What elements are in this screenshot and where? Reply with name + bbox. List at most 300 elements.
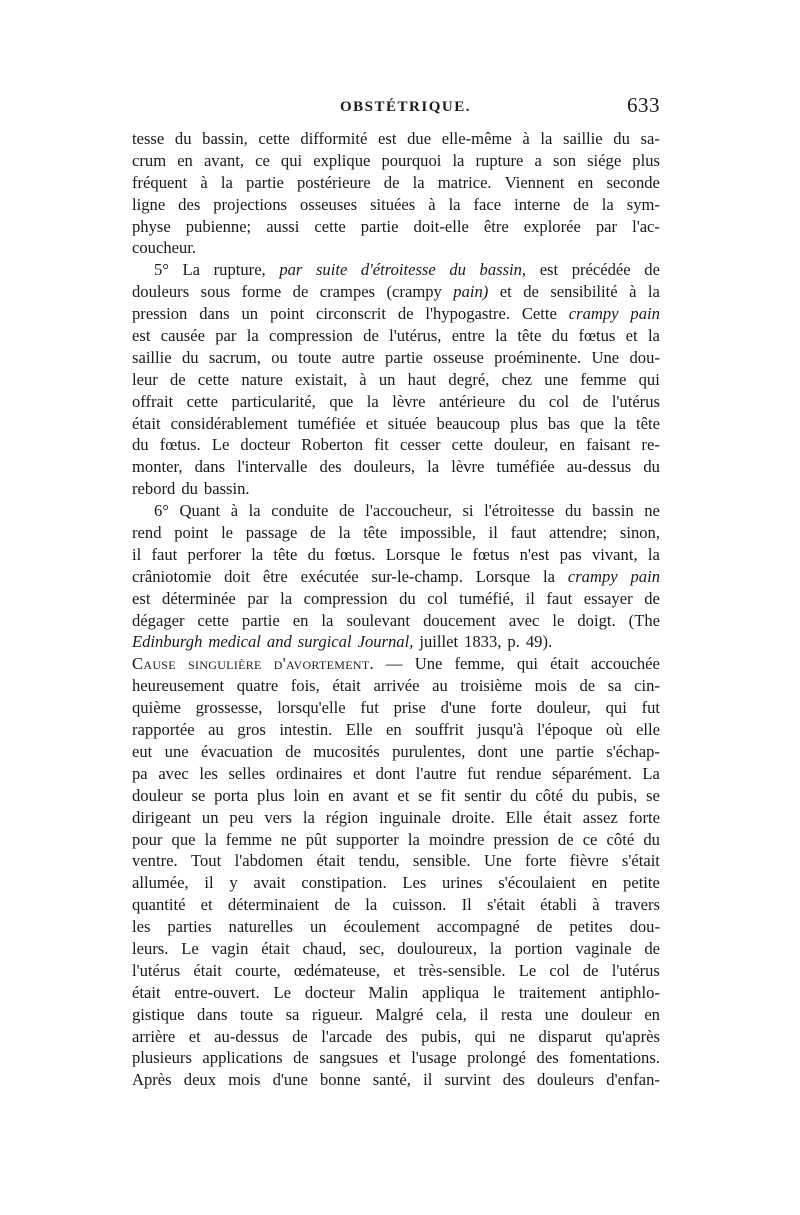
word: d'enfan-: [606, 1070, 660, 1090]
word: pourquoi: [381, 150, 442, 170]
word: en: [328, 785, 344, 805]
text-line: [132, 675, 660, 697]
word: à: [428, 194, 436, 214]
word: quième: [132, 698, 181, 718]
word: de: [644, 260, 660, 280]
word: projections: [213, 194, 287, 214]
word: cette: [197, 610, 229, 630]
word: essayer: [583, 588, 633, 608]
word: circonscrit: [315, 304, 386, 324]
word: toute: [239, 1004, 274, 1024]
word: sa: [285, 1004, 300, 1024]
word: fut: [360, 698, 379, 718]
word: la: [427, 457, 440, 477]
word: et: [352, 763, 365, 783]
word: le: [552, 610, 565, 630]
word: l'utérus: [611, 391, 660, 411]
word: gistique: [132, 1004, 185, 1024]
word: sous: [200, 282, 231, 302]
word: de: [334, 895, 350, 915]
word: courte,: [235, 960, 281, 980]
word: fomentations.: [569, 1048, 660, 1068]
word: en: [577, 172, 594, 192]
word: tendu,: [358, 851, 400, 871]
word: proéminente.: [494, 347, 582, 367]
word: col: [548, 391, 570, 411]
word: l'intervalle: [237, 457, 308, 477]
word: de: [292, 1026, 308, 1046]
word: il: [204, 873, 214, 893]
text-line: [132, 522, 660, 544]
word: et: [625, 326, 638, 346]
word: qui: [280, 150, 303, 170]
word: la: [647, 282, 660, 302]
word: Le: [181, 938, 199, 958]
word: sa-: [640, 129, 660, 148]
word: bonne: [320, 1070, 361, 1090]
word: portion: [514, 938, 563, 958]
word: femme,: [454, 654, 505, 674]
word: fœtus.: [334, 544, 376, 564]
word: fit: [374, 435, 389, 455]
word: doit: [224, 566, 250, 586]
word: sur-le-champ.: [371, 566, 463, 586]
word: s'écoulaient: [498, 873, 576, 893]
text-line: [132, 850, 660, 872]
word: de: [644, 588, 660, 608]
word: au: [432, 676, 448, 696]
word: explique: [313, 150, 371, 170]
word: douleurs: [132, 282, 190, 302]
word: du: [449, 260, 466, 280]
word: douleurs,: [353, 457, 416, 477]
text-line: [132, 807, 660, 829]
word: (The: [628, 610, 660, 630]
word: la: [540, 129, 553, 148]
text-line: [132, 1004, 660, 1026]
word: soulevant: [346, 610, 411, 630]
word: du: [613, 129, 630, 148]
word: rigueur.: [311, 1004, 364, 1024]
word: pas: [559, 544, 582, 564]
word: cette: [314, 216, 346, 236]
word: le: [450, 544, 463, 564]
word: son: [552, 150, 577, 170]
word: femme: [225, 829, 272, 849]
word: La: [642, 763, 660, 783]
word: dans: [197, 1004, 228, 1024]
word: la: [489, 938, 502, 958]
word: troisième: [460, 676, 523, 696]
word: des: [385, 1026, 408, 1046]
word: l'usage: [411, 1048, 457, 1068]
word: accouchée: [590, 654, 660, 674]
page-number: 633: [627, 93, 660, 117]
word: œdémateuse,: [293, 960, 381, 980]
word: resta: [500, 1004, 533, 1024]
word: surgical: [297, 632, 352, 652]
word: prolongé: [467, 1048, 527, 1068]
word: un: [309, 917, 327, 937]
word: doit-elle: [413, 216, 469, 236]
text-line: [132, 325, 660, 347]
word: Une: [414, 654, 443, 674]
word: la: [251, 544, 264, 564]
word: de: [582, 960, 599, 980]
word: d'une: [272, 1070, 308, 1090]
running-title: OBSTÉTRIQUE.: [340, 99, 471, 115]
text-line: [132, 631, 660, 653]
text-line: [132, 478, 660, 500]
word: leur: [132, 369, 158, 389]
word: avec: [508, 610, 540, 630]
word: tuméfiée: [297, 413, 356, 433]
word: n'est: [519, 544, 550, 564]
word: de: [557, 829, 574, 849]
word: sa: [607, 676, 622, 696]
word: de: [536, 917, 553, 937]
word: les: [199, 763, 218, 783]
word: est: [539, 260, 559, 280]
word: partie: [246, 172, 284, 192]
word: doucement: [423, 610, 496, 630]
word: à: [629, 282, 637, 302]
word: une: [519, 741, 544, 761]
word: point: [269, 304, 305, 324]
word: ce: [255, 150, 270, 170]
word: sacrum,: [208, 347, 261, 367]
word: faisant: [586, 435, 631, 455]
word: des: [319, 457, 342, 477]
word: (crampy: [386, 282, 442, 302]
word: l'accoucheur,: [365, 501, 452, 521]
word: suite: [315, 260, 348, 280]
word: ligne: [132, 194, 166, 214]
word: cette: [451, 435, 483, 455]
word: pubienne;: [185, 216, 252, 236]
word: tête: [636, 413, 660, 433]
word: chaud,: [302, 938, 347, 958]
word: Malgré: [375, 1004, 424, 1024]
word: la: [412, 172, 425, 192]
word: était: [332, 676, 361, 696]
text-line: [132, 982, 660, 1004]
word: faut: [151, 544, 178, 564]
text-line: [132, 434, 660, 456]
word: lèvre: [392, 391, 426, 411]
word: impossible,: [399, 523, 476, 543]
word: la: [248, 501, 261, 521]
word: doigt.: [577, 610, 616, 630]
word: tuméfié,: [459, 588, 514, 608]
word: la: [220, 172, 233, 192]
word: au-dessus: [214, 1026, 279, 1046]
text-line: [132, 456, 660, 478]
word: tesse: [132, 129, 165, 148]
text-line: [132, 1047, 660, 1069]
word: medical: [208, 632, 261, 652]
word: l'autre: [415, 763, 457, 783]
word: la: [601, 194, 614, 214]
word: docteur: [304, 982, 355, 1002]
word: heureusement: [132, 676, 225, 696]
word: 1833,: [464, 632, 502, 652]
word: postérieure: [296, 172, 371, 192]
word: la: [338, 523, 351, 543]
word: Il: [461, 895, 472, 915]
word: appliqua: [422, 982, 480, 1002]
text-line: [132, 829, 660, 851]
text-line: [132, 128, 660, 150]
word: est: [378, 129, 397, 148]
word: cette: [258, 129, 290, 148]
word: Elle: [505, 807, 533, 827]
word: séparément.: [552, 763, 632, 783]
word: loin: [293, 785, 320, 805]
text-line: [132, 216, 660, 238]
word: il: [488, 523, 498, 543]
word: bassin,: [202, 129, 248, 148]
word: disparut: [538, 1026, 592, 1046]
word: du: [518, 391, 536, 411]
word: établi: [540, 895, 578, 915]
word: d'avortement.: [273, 654, 374, 674]
word: déterminée: [162, 588, 236, 608]
word: côté: [535, 785, 563, 805]
word: bas: [547, 413, 570, 433]
word: plusieurs: [132, 1048, 192, 1068]
word: purulentes,: [392, 741, 466, 761]
word: région: [325, 807, 369, 827]
word: considérablement: [170, 413, 288, 433]
word: la: [542, 566, 555, 586]
word: vaginale: [575, 938, 632, 958]
word: douleur,: [536, 698, 591, 718]
word: si: [462, 501, 474, 521]
word: crum: [132, 150, 167, 170]
word: Quant: [179, 501, 221, 521]
word: pa: [132, 763, 148, 783]
word: aussi: [266, 216, 300, 236]
word: pubis,: [597, 785, 638, 805]
word: inguinale: [379, 807, 441, 827]
word: Roberton: [301, 435, 364, 455]
word: l'époque: [536, 720, 593, 740]
word: douleur: [581, 1004, 632, 1024]
word: l'arcade: [321, 1026, 373, 1046]
word: particularité,: [231, 391, 316, 411]
word: un: [241, 304, 259, 324]
word: cesser: [399, 435, 441, 455]
word: et: [393, 960, 406, 980]
word: forme: [241, 282, 282, 302]
word: de: [397, 304, 414, 324]
word: il: [525, 588, 535, 608]
text-line: [132, 916, 660, 938]
word: rupture: [475, 150, 524, 170]
word: par: [279, 260, 303, 280]
word: matrice.: [437, 172, 492, 192]
text-line: [132, 938, 660, 960]
text-line: [132, 894, 660, 916]
word: écoulement: [343, 917, 420, 937]
text-line: [132, 259, 660, 281]
word: le: [221, 523, 234, 543]
word: la: [452, 150, 465, 170]
word: chez: [501, 369, 532, 389]
word: de: [293, 1048, 309, 1068]
word: conduite: [271, 501, 329, 521]
word: était: [261, 938, 290, 958]
word: p.: [507, 632, 520, 652]
word: avec: [158, 763, 189, 783]
word: constipation.: [301, 873, 387, 893]
word: lorsqu'elle: [277, 698, 346, 718]
word: au-dessus: [566, 457, 632, 477]
word: être: [483, 216, 509, 236]
word: avant,: [203, 150, 245, 170]
word: la: [204, 829, 217, 849]
word: causée: [160, 326, 205, 346]
word: siége: [587, 150, 622, 170]
word: 6°: [154, 501, 169, 521]
word: du: [564, 501, 582, 521]
word: tuméfiée: [496, 457, 555, 477]
word: fœtus.: [159, 435, 201, 455]
word: offrait: [132, 391, 174, 411]
word: autre: [341, 347, 375, 367]
word: selles: [228, 763, 266, 783]
word: mois: [228, 1070, 261, 1090]
word: point: [174, 523, 209, 543]
word: moindre: [429, 829, 485, 849]
word: difformité: [300, 129, 368, 148]
word: est: [132, 588, 151, 608]
word: de: [582, 391, 599, 411]
word: Tout: [191, 851, 222, 871]
word: Le: [211, 435, 230, 455]
word: qu'après: [605, 1026, 660, 1046]
word: femme: [580, 369, 627, 389]
word: de: [644, 938, 660, 958]
word: applications: [202, 1048, 283, 1068]
word: monter,: [132, 457, 183, 477]
word: avait: [253, 873, 286, 893]
word: des: [536, 1048, 559, 1068]
word: pût: [305, 829, 327, 849]
word: dans: [199, 304, 230, 324]
word: que: [171, 829, 196, 849]
word: quatre: [236, 676, 279, 696]
word: saillie: [563, 129, 603, 148]
word: sinon,: [619, 523, 660, 543]
word: entre-ouvert.: [174, 982, 260, 1002]
word: osseuses: [299, 194, 358, 214]
word: sentir: [464, 785, 502, 805]
word: Cette: [521, 304, 557, 324]
word: cette: [197, 369, 230, 389]
word: dont: [477, 741, 508, 761]
word: Journal,: [357, 632, 414, 652]
word: à: [359, 369, 367, 389]
word: crampes: [319, 282, 376, 302]
word: qui: [516, 654, 539, 674]
word: fois,: [290, 676, 320, 696]
word: la: [495, 326, 508, 346]
word: arrivée: [373, 676, 420, 696]
word: santé,: [372, 1070, 411, 1090]
word: entre: [451, 326, 485, 346]
text-line: [132, 872, 660, 894]
word: Une: [591, 347, 620, 367]
word: petite: [623, 873, 660, 893]
word: rupture,: [213, 260, 266, 280]
word: dirigeant: [132, 807, 191, 827]
word: la: [246, 326, 259, 346]
word: antérieure: [438, 391, 506, 411]
word: col: [427, 588, 448, 608]
text-line: [132, 719, 660, 741]
word: rend: [132, 523, 162, 543]
word: sym-: [626, 194, 660, 214]
word: rebord: [132, 479, 176, 499]
word: avant: [352, 785, 389, 805]
word: de: [170, 369, 186, 389]
word: et: [188, 1026, 201, 1046]
word: mucosités: [313, 741, 380, 761]
running-head: [132, 93, 660, 121]
word: Le: [518, 960, 537, 980]
word: forte: [628, 807, 660, 827]
word: y: [229, 873, 238, 893]
word: nature: [241, 369, 283, 389]
word: dégager: [132, 610, 185, 630]
word: la: [366, 391, 379, 411]
text-line: [132, 369, 660, 391]
word: mois: [534, 676, 567, 696]
word: cin-: [634, 676, 660, 696]
word: du: [509, 785, 527, 805]
text-line: [132, 391, 660, 413]
text-line: [132, 1026, 660, 1048]
word: pain): [453, 282, 489, 302]
word: interne: [514, 194, 561, 214]
word: partie: [360, 216, 399, 236]
word: vivant,: [591, 544, 638, 564]
word: cuisson.: [392, 895, 447, 915]
word: dou-: [629, 917, 660, 937]
word: faut: [546, 588, 573, 608]
word: du: [307, 544, 325, 564]
word: très-sensible.: [418, 960, 506, 980]
word: ne: [280, 829, 297, 849]
word: l'utérus: [611, 960, 660, 980]
word: d'étroitesse: [360, 260, 436, 280]
word: Elle: [345, 720, 373, 740]
word: sec,: [359, 938, 385, 958]
word: la: [448, 194, 461, 214]
word: lèvre: [451, 457, 485, 477]
word: du: [181, 479, 198, 499]
word: porta: [214, 785, 249, 805]
text-line: [132, 544, 660, 566]
word: Lorsque: [385, 544, 441, 564]
word: parties: [167, 917, 212, 937]
word: rendue: [496, 763, 542, 783]
word: 5°: [154, 260, 169, 280]
text-line: [132, 785, 660, 807]
word: assez: [582, 807, 618, 827]
